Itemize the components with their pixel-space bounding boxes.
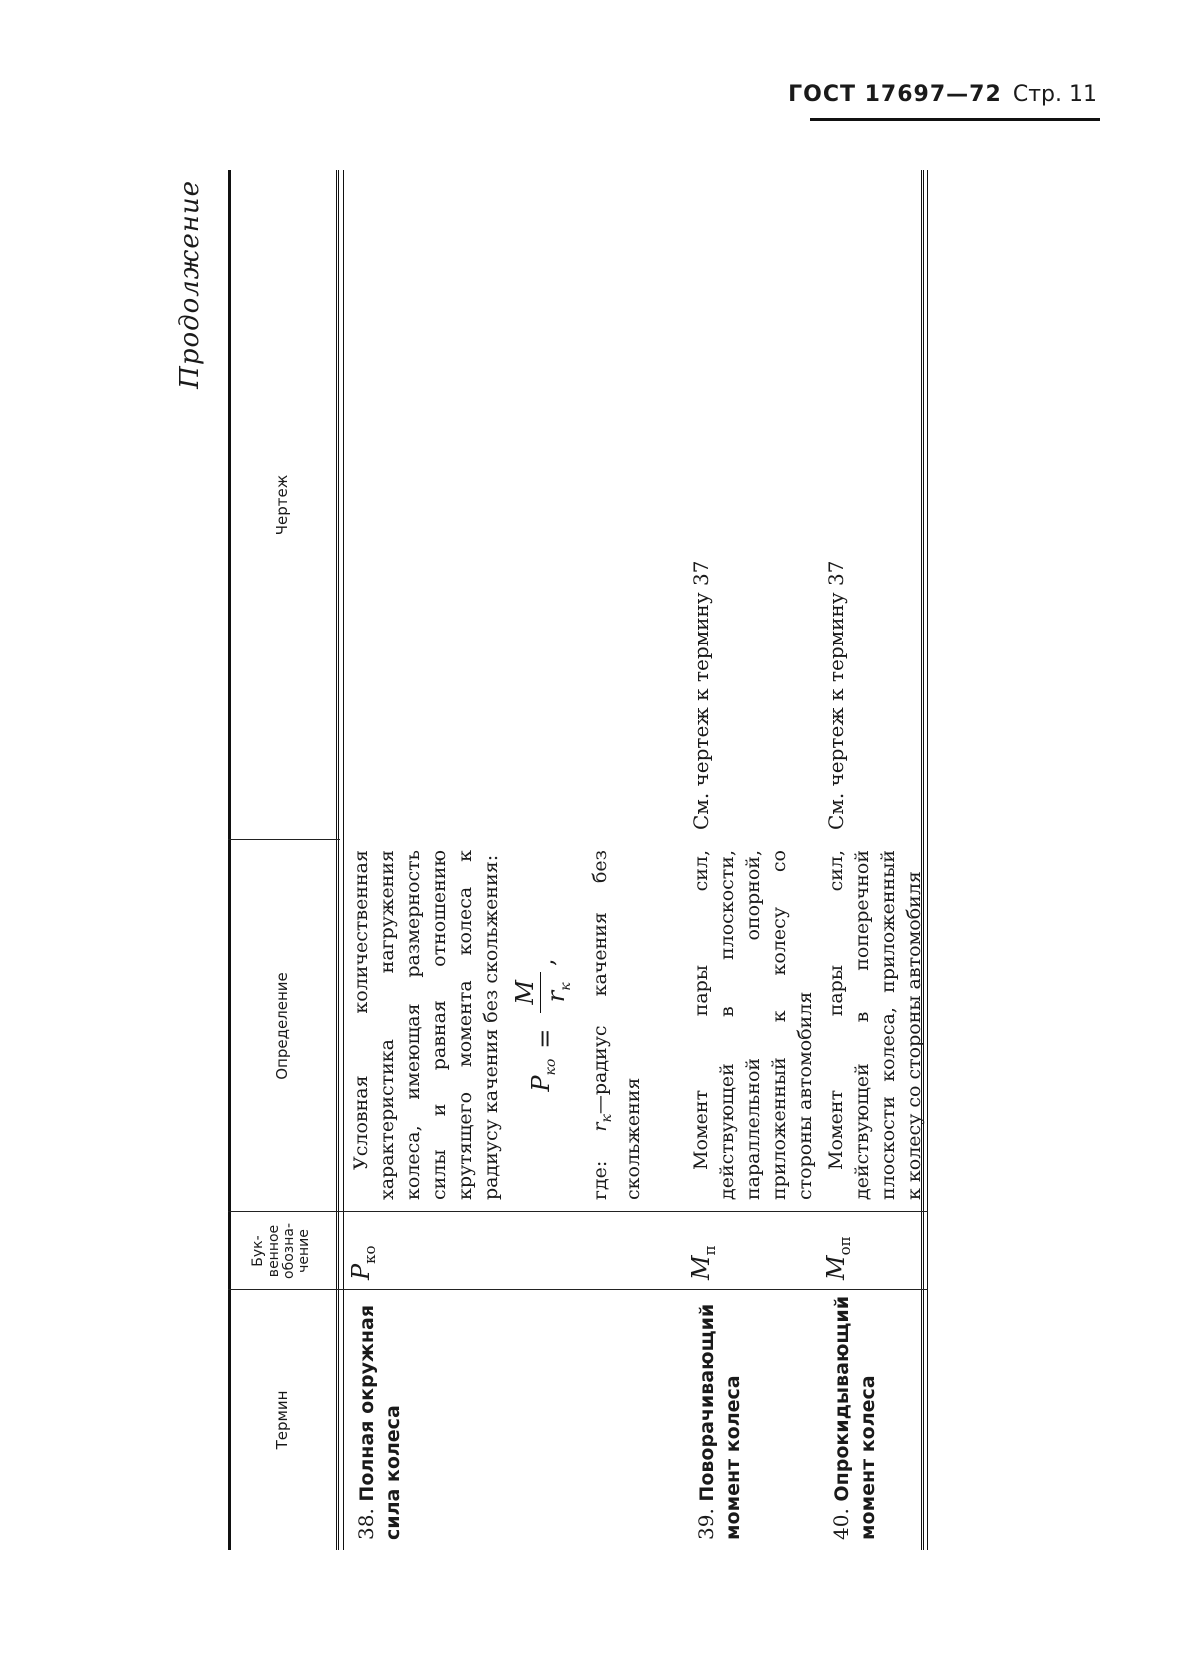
formula xyxy=(512,850,579,1200)
table-row xyxy=(828,1295,881,1540)
table-row xyxy=(693,1295,746,1540)
term-number: 40. xyxy=(829,1508,853,1540)
term-text: Опрокидывающий момент колеса xyxy=(831,1295,879,1540)
formula-fraction xyxy=(512,972,579,1013)
term-symbol xyxy=(823,1220,858,1280)
page-header xyxy=(788,82,1097,107)
table-row xyxy=(353,1295,406,1540)
symbol-base: M xyxy=(822,1255,850,1280)
drawing-reference: См. чертеж к термину 37 xyxy=(824,560,848,830)
drawing-reference: См. чертеж к термину 37 xyxy=(689,560,713,830)
definition-text: Условная количественная характеристика нагружения колеса, имеющая размерность силы и равная отношению крутящего момента колеса к радиусу качения без скольжения: xyxy=(350,850,502,1200)
symbol-sub: ко xyxy=(360,1245,379,1264)
term-definition xyxy=(348,850,646,1200)
standard-number: ГОСТ 17697—72 xyxy=(788,82,1002,107)
rotated-table-area xyxy=(175,170,940,1550)
term-number: 39. xyxy=(694,1508,718,1540)
term-definition: Момент пары сил, действующей в поперечной плоскости колеса, приложенный к колесу со стороны автомобиля xyxy=(825,850,925,1200)
symbol-base: P xyxy=(347,1263,375,1280)
header-rule xyxy=(810,118,1100,121)
symbol-sub: п xyxy=(700,1245,719,1256)
formula-den-sub: к xyxy=(557,982,574,991)
table-header-rule xyxy=(336,170,344,1550)
formula-numerator: M xyxy=(512,972,541,1013)
formula-equals: = xyxy=(531,1028,560,1049)
where-text: —радиус качения без скольжения xyxy=(588,850,644,1200)
terms-table xyxy=(228,170,928,1550)
formula-den-base: r xyxy=(542,990,570,1003)
header-symbol: Бук-венное обозна-чение xyxy=(250,1223,313,1279)
formula-lhs-sub: ко xyxy=(542,1058,559,1076)
where-symbol-base: r xyxy=(588,1122,611,1132)
where-symbol-sub: к xyxy=(598,1114,615,1123)
formula-denominator xyxy=(541,982,579,1002)
header-definition: Определение xyxy=(272,972,291,1080)
formula-lhs xyxy=(528,1059,564,1092)
continuation-label: Продолжение xyxy=(175,180,205,389)
symbol-base: M xyxy=(687,1255,715,1280)
where-clause xyxy=(587,850,646,1200)
formula-comma: , xyxy=(531,958,560,966)
page-number: Стр. 11 xyxy=(1012,82,1097,107)
term-text: Полная окружная сила колеса xyxy=(356,1304,404,1540)
header-term: Термин xyxy=(272,1390,291,1450)
term-symbol xyxy=(348,1220,383,1280)
term-number: 38. xyxy=(354,1508,378,1540)
symbol-sub: оп xyxy=(835,1236,854,1256)
formula-lhs-base: P xyxy=(526,1075,555,1092)
term-symbol xyxy=(688,1220,723,1280)
where-label: где: xyxy=(588,1160,611,1200)
header-drawing: Чертеж xyxy=(272,474,291,536)
term-text: Поворачивающий момент колеса xyxy=(696,1303,744,1540)
term-definition: Момент пары сил, действующей в плоскости, параллельной опорной, приложенный к колесу со стороны автомобиля xyxy=(690,850,816,1200)
